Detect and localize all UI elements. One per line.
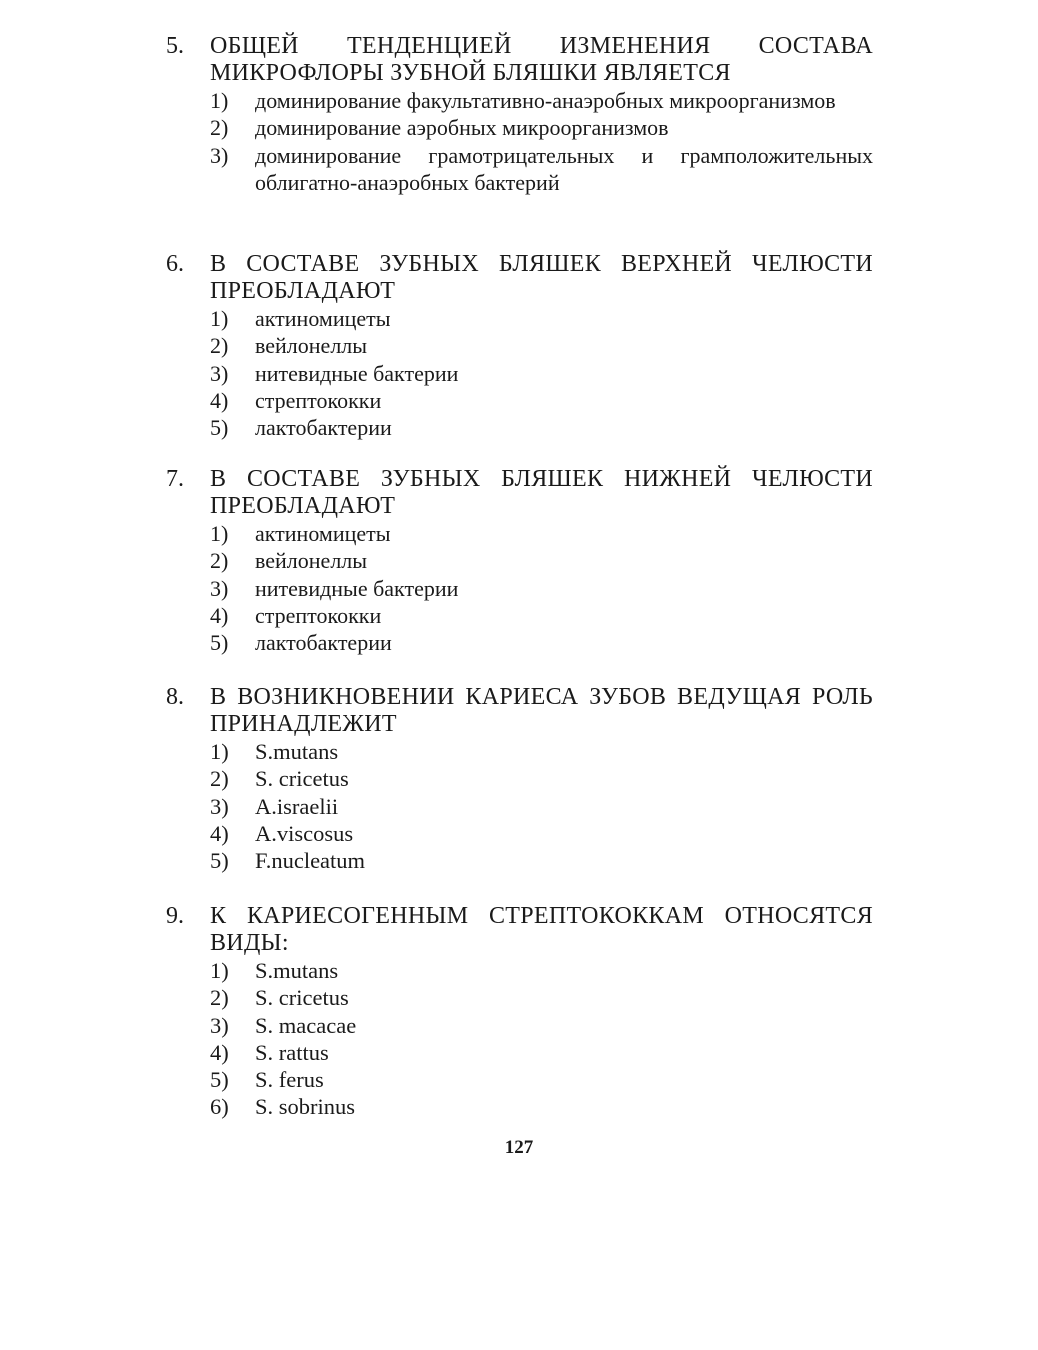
question-header [166,466,873,520]
option-text: S. rattus [255,1039,329,1065]
question-5 [166,33,873,196]
option-text: F.nucleatum [255,848,366,874]
option-text: S. sobrinus [255,1094,356,1120]
option-text: S. cricetus [255,766,349,792]
option-number: 5) [210,848,229,874]
answer-option [166,765,873,792]
answer-option [166,1066,873,1093]
question-text: ОБЩЕЙ ТЕНДЕНЦИЕЙ ИЗМЕНЕНИЯ СОСТАВА МИКРОФЛОРЫ ЗУБНОЙ БЛЯШКИ ЯВЛЯЕТСЯ [210,33,873,86]
question-number: 5. [166,33,184,59]
option-number: 3) [210,360,229,386]
option-text: лактобактерии [255,415,392,441]
option-text: стрептококки [255,387,382,413]
answer-option [166,820,873,847]
question-text: К КАРИЕСОГЕННЫМ СТРЕПТОКОККАМ ОТНОСЯТСЯ ВИДЫ: [210,903,873,956]
option-text: нитевидные бактерии [255,360,459,386]
option-number: 3) [210,1012,229,1038]
answer-option [166,114,873,141]
option-number: 5) [210,1067,229,1093]
option-number: 3) [210,793,229,819]
question-8 [166,684,873,874]
answer-option [166,520,873,547]
option-number: 3) [210,142,229,168]
answer-option [166,414,873,441]
option-text: стрептококки [255,602,382,628]
option-number: 2) [210,333,229,359]
answer-option [166,847,873,874]
option-text: актиномицеты [255,306,391,331]
option-text: нитевидные бактерии [255,575,459,601]
option-number: 2) [210,115,229,141]
answer-option [166,87,873,114]
question-header [166,903,873,957]
answer-options [166,520,873,656]
answer-option [166,1039,873,1066]
option-text: A.viscosus [255,820,354,846]
option-text: вейлонеллы [255,333,368,359]
answer-option [166,360,873,387]
question-text: В СОСТАВЕ ЗУБНЫХ БЛЯШЕК ВЕРХНЕЙ ЧЕЛЮСТИ ПРЕОБЛАДАЮТ [210,251,873,304]
answer-option [166,1093,873,1120]
answer-option [166,629,873,656]
option-number: 2) [210,766,229,792]
option-number: 1) [210,306,229,331]
option-text: S. cricetus [255,985,349,1011]
question-number: 7. [166,466,184,492]
option-number: 4) [210,1039,229,1065]
option-text: S. ferus [255,1067,324,1093]
option-text: A.israelii [255,793,339,819]
option-number: 2) [210,985,229,1011]
answer-option [166,575,873,602]
option-text: актиномицеты [255,521,391,546]
answer-option [166,332,873,359]
option-number: 4) [210,820,229,846]
option-number: 5) [210,415,229,441]
option-number: 5) [210,630,229,656]
question-6 [166,251,873,441]
answer-option [166,602,873,629]
option-number: 1) [210,958,229,983]
answer-options [166,957,873,1121]
question-text: В СОСТАВЕ ЗУБНЫХ БЛЯШЕК НИЖНЕЙ ЧЕЛЮСТИ ПРЕОБЛАДАЮТ [210,466,873,519]
answer-option [166,547,873,574]
option-number: 3) [210,575,229,601]
option-number: 4) [210,387,229,413]
option-text: доминирование аэробных микроорганизмов [255,115,669,141]
option-number: 4) [210,602,229,628]
option-text: доминирование факультативно-анаэробных микроорганизмов [255,88,836,113]
option-number: 1) [210,739,229,764]
page-number: 127 [504,1137,534,1158]
question-9 [166,903,873,1121]
question-header [166,33,873,87]
answer-option [166,142,873,197]
answer-option [166,793,873,820]
answer-options [166,305,873,441]
question-text: В ВОЗНИКНОВЕНИИ КАРИЕСА ЗУБОВ ВЕДУЩАЯ РОЛЬ ПРИНАДЛЕЖИТ [210,684,873,737]
option-number: 6) [210,1094,229,1120]
option-text: S.mutans [255,739,339,764]
option-text: доминирование грамотрицательных и грамположительных облигатно-анаэробных бактерий [255,142,873,195]
question-number: 6. [166,251,184,277]
answer-option [166,957,873,984]
question-number: 8. [166,684,184,710]
answer-option [166,984,873,1011]
answer-options [166,87,873,196]
option-text: S.mutans [255,958,339,983]
answer-option [166,305,873,332]
option-text: лактобактерии [255,630,392,656]
option-text: вейлонеллы [255,548,368,574]
option-text: S. macacae [255,1012,357,1038]
question-header [166,684,873,738]
option-number: 2) [210,548,229,574]
answer-option [166,1012,873,1039]
question-7 [166,466,873,656]
option-number: 1) [210,521,229,546]
question-number: 9. [166,903,184,929]
answer-option [166,387,873,414]
answer-option [166,738,873,765]
answer-options [166,738,873,874]
option-number: 1) [210,88,229,113]
question-header [166,251,873,305]
